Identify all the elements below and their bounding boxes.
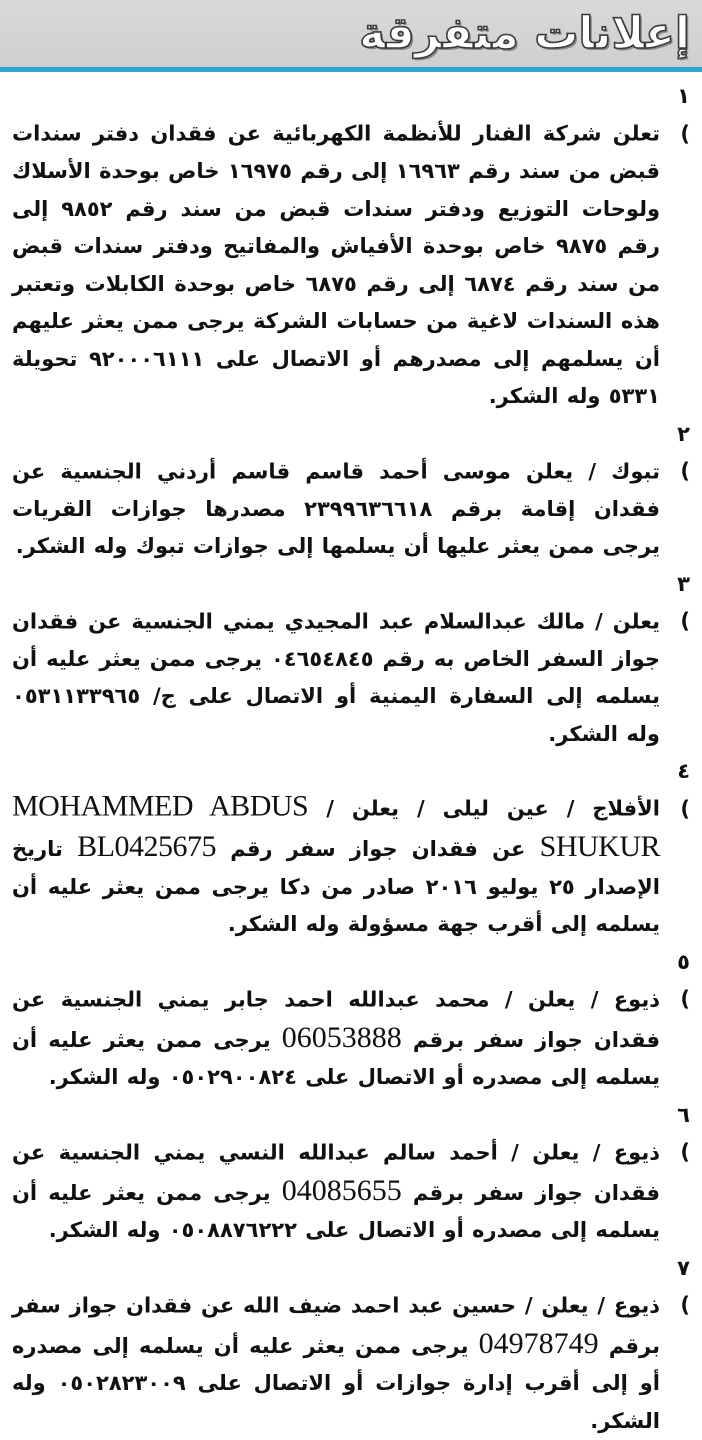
passport-number: 04978749 — [479, 1327, 599, 1360]
ad-item-3 — [12, 566, 690, 754]
ad-item-2 — [12, 416, 690, 566]
ad-number: ٦ ) — [660, 1097, 690, 1172]
ad-item-7 — [12, 1250, 690, 1440]
person-name-latin: MOHAMMED ABDUS SHUKUR — [12, 790, 660, 864]
classified-ads-list — [12, 78, 690, 1440]
ad-item-6 — [12, 1097, 690, 1250]
ad-text: ذيوع / يعلن / أحمد سالم عبدالله النسي يمني الجنسية عن فقدان جواز سفر برقم — [12, 1140, 660, 1205]
ad-text: عن فقدان جواز سفر رقم — [216, 837, 540, 861]
ad-text: تبوك / يعلن موسى أحمد قاسم قاسم أردني الجنسية عن فقدان إقامة برقم ٢٣٩٩٦٣٦٦١٨ مصدرها جوازات القريات يرجى ممن يعثر عليها أن يسلمها إلى جوازات تبوك وله الشكر. — [12, 459, 660, 558]
ad-item-4 — [12, 753, 690, 944]
ad-text: يرجى ممن يعثر عليه أن يسلمه إلى مصدره أو الاتصال على ٠٥٠٨٨٧٦٢٢٢ وله الشكر. — [12, 1181, 660, 1243]
passport-number: 06053888 — [282, 1021, 402, 1054]
page-header — [0, 0, 702, 67]
passport-number: BL0425675 — [77, 830, 216, 863]
ad-text: يرجى ممن يعثر عليه أن يسلمه إلى مصدره أو إلى أقرب إدارة جوازات أو الاتصال على ٠٥٠٢٨٢٣٠٠٩ وله الشكر. — [12, 1334, 660, 1433]
ad-number: ٤ ) — [660, 753, 690, 828]
ad-item-5 — [12, 944, 690, 1097]
ad-text: ذيوع / يعلن / حسين عبد احمد ضيف الله عن فقدان جواز سفر برقم — [12, 1293, 660, 1358]
ad-text: الأفلاج / عين ليلى / يعلن / — [308, 797, 660, 821]
ad-number: ٢ ) — [660, 416, 690, 491]
ad-text: تعلن شركة الفنار للأنظمة الكهربائية عن فقدان دفتر سندات قبض من سند رقم ١٦٩٦٣ إلى رقم ١٦٩٧٥ خاص بوحدة الأسلاك ولوحات التوزيع ودفتر سندات قبض من سند رقم ٩٨٥٢ إلى رقم ٩٨٧٥ خاص بوحدة الأفياش والمفاتيح ودفتر سندات قبض من سند رقم ٦٨٧٤ إلى رقم ٦٨٧٥ خاص بوحدة الكابلات وتعتبر هذه السندات لاغية من حسابات الشركة يرجى ممن يعثر عليهم أن يسلمهم إلى مصدرهم أو الاتصال على ٩٢٠٠٠٦١١١ تحويلة ٥٣٣١ وله الشكر. — [12, 122, 660, 409]
ad-number: ٣ ) — [660, 566, 690, 641]
passport-number: 04085655 — [282, 1174, 402, 1207]
ad-text: يرجى ممن يعثر عليه أن يسلمه إلى مصدره أو الاتصال على ٠٥٠٢٩٠٠٨٢٤ وله الشكر. — [12, 1028, 660, 1090]
ad-item-1 — [12, 78, 690, 416]
ad-number: ٧ ) — [660, 1250, 690, 1325]
section-title: إعلانات متفرقة — [359, 4, 690, 64]
ad-number: ١ ) — [660, 78, 690, 153]
accent-divider — [0, 67, 702, 72]
ad-text: ذيوع / يعلن / محمد عبدالله احمد جابر يمني الجنسية عن فقدان جواز سفر برقم — [12, 987, 660, 1052]
ad-number: ٥ ) — [660, 944, 690, 1019]
ad-text: تاريخ الإصدار ٢٥ يوليو ٢٠١٦ صادر من دكا يرجى ممن يعثر عليه أن يسلمه إلى أقرب جهة مسؤولة وله الشكر. — [12, 837, 660, 936]
ad-text: يعلن / مالك عبدالسلام عبد المجيدي يمني الجنسية عن فقدان جواز السفر الخاص به رقم ٠٤٦٥٤٨٤٥ يرجى ممن يعثر عليه أن يسلمه إلى السفارة اليمنية أو الاتصال على ج/ ٠٥٣١١٣٣٩٦٥ وله الشكر. — [12, 609, 660, 746]
